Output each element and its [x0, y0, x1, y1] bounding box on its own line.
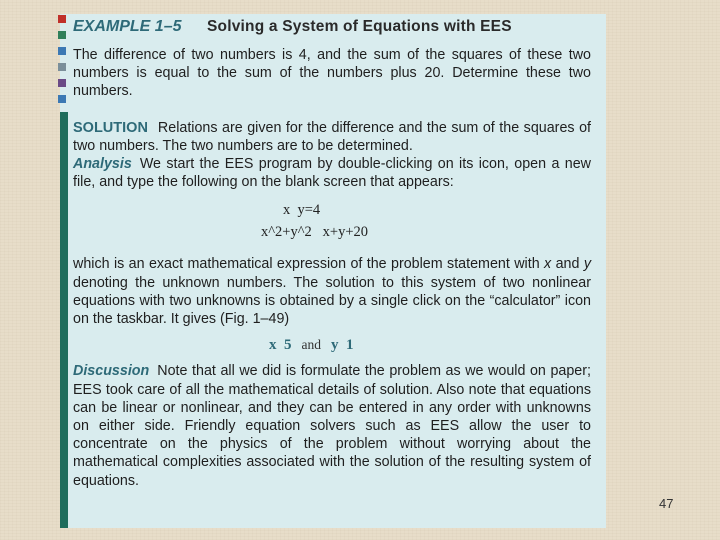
decor-square-green	[58, 31, 66, 39]
followup-text-3: denoting the unknown numbers. The solution to this system of two nonlinear equations with two unknowns is obtained by a single click on the “calculator” icon on the taskbar. It gives (Fig. 1–49)	[73, 274, 591, 328]
decor-square-blue-2	[58, 95, 66, 103]
discussion-keyword: Discussion	[73, 363, 150, 380]
analysis-keyword: Analysis	[73, 156, 132, 173]
result-and: and	[301, 337, 321, 353]
var-y: y	[583, 256, 591, 273]
discussion-paragraph	[73, 362, 591, 489]
solution-text: Relations are given for the difference and the sum of the squares of two numbers. The two numbers are to be determined.	[73, 119, 591, 154]
decor-squares	[58, 15, 68, 111]
solution-paragraph	[73, 119, 591, 155]
ees-result	[269, 336, 591, 354]
problem-statement: The difference of two numbers is 4, and the sum of the squares of these two numbers is equal to the sum of the numbers plus 20. Determine these two numbers.	[73, 47, 591, 100]
decor-square-purple	[58, 79, 66, 87]
equation-line-2: x^2+y^2 x+y+20	[261, 224, 369, 241]
followup-text-1: which is an exact mathematical expression of the problem statement with	[73, 256, 545, 273]
example-header	[73, 18, 591, 46]
example-label: EXAMPLE 1–5	[73, 18, 182, 35]
solution-keyword: SOLUTION	[73, 119, 148, 136]
discussion-text: Note that all we did is formulate the problem as we would on paper; EES took care of all the mathematical details of solution. Also note that equations can be linear or nonlinear, and they can be entered in any order with unknowns on either side. Friendly equation solvers such as EES allow the user to concentrate on the physics of the problem without worrying about the mathematical complexities associated with the solution of the resulting system of equations.	[73, 363, 591, 489]
decor-square-gray	[58, 63, 66, 71]
decor-square-red	[58, 15, 66, 23]
page-left-bar	[60, 112, 68, 528]
ees-equations	[261, 199, 591, 243]
followup-paragraph	[73, 255, 591, 328]
page-content	[73, 18, 591, 490]
analysis-text: We start the EES program by double-clicking on its icon, open a new file, and type the following on the blank screen that appears:	[73, 156, 591, 191]
analysis-paragraph	[73, 155, 591, 191]
followup-text-2: and	[551, 256, 584, 273]
example-title: Solving a System of Equations with EES	[207, 18, 512, 35]
decor-square-blue	[58, 47, 66, 55]
var-x: x	[544, 256, 552, 273]
slide-page-number: 47	[659, 496, 674, 511]
equation-line-1: x y=4	[283, 202, 321, 219]
result-x: x 5	[269, 337, 292, 354]
result-y: y 1	[331, 337, 354, 354]
